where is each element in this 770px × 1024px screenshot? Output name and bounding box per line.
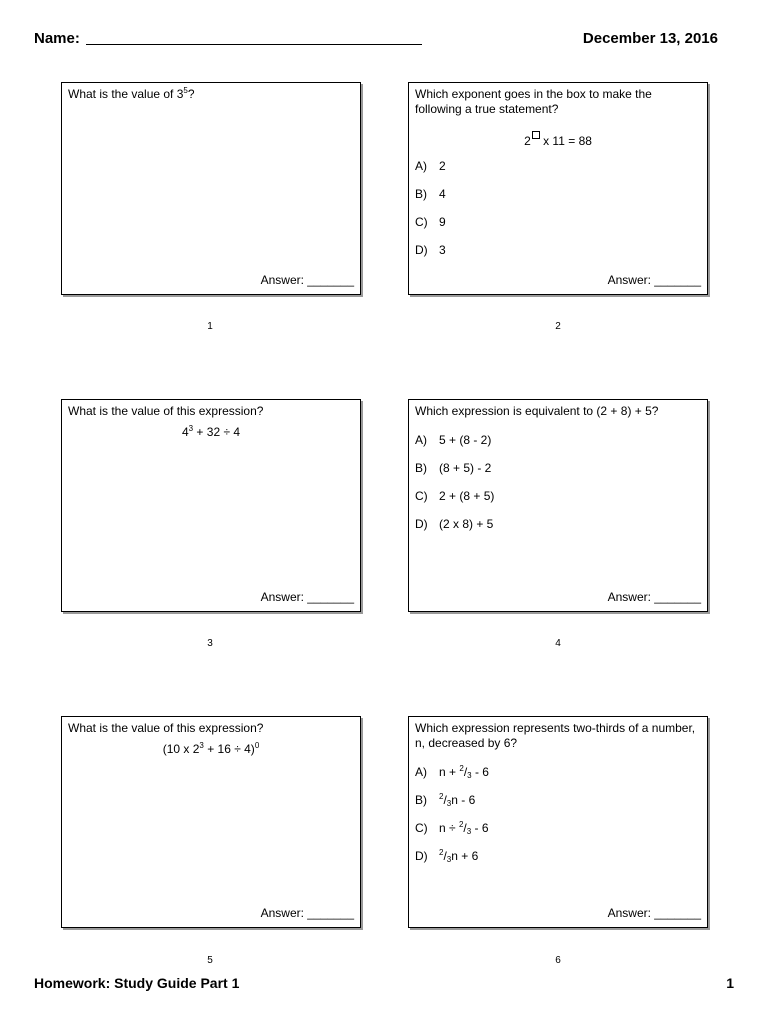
answer-blank: Answer: _______ [260, 273, 354, 287]
option-a: A) 5 + (8 - 2) [415, 433, 492, 447]
name-blank-line [86, 44, 422, 45]
question-text: Which exponent goes in the box to make the following a true statement? [415, 87, 652, 116]
option-d: D) (2 x 8) + 5 [415, 517, 494, 531]
question-expression: (10 x $2^3 + 16 \div 4)^0$ [162, 741, 260, 756]
question-card-4 [408, 399, 708, 612]
question-card-2 [408, 82, 708, 295]
question-expression: 2 x 11 = 88 [409, 131, 707, 149]
question-text: What is the value of this expression? [68, 404, 264, 418]
question-number: 4 [555, 638, 561, 649]
question-card-6 [408, 716, 708, 928]
page-number: 1 [726, 975, 734, 991]
option-d: D) $^2/_3n + 6$ [415, 848, 479, 864]
question-number: 2 [555, 321, 561, 332]
footer-title: Homework: Study Guide Part 1 [34, 975, 240, 991]
option-d: D) 3 [415, 243, 446, 257]
option-a: A) $n + ^2/_3 - 6$ [415, 764, 489, 780]
option-c: C) 2 + (8 + 5) [415, 489, 495, 503]
answer-blank: Answer: _______ [607, 906, 701, 920]
option-a: A) 2 [415, 159, 446, 173]
question-number: 5 [207, 955, 213, 966]
document-date: December 13, 2016 [582, 30, 718, 47]
answer-blank: Answer: _______ [607, 273, 701, 287]
question-text: What is the value of $3^5$? [68, 86, 195, 101]
question-expression: $4^3 + 32 \div 4$ [181, 424, 241, 439]
option-c: C) $n \div ^2/_3 - 6$ [415, 820, 489, 836]
option-c: C) 9 [415, 215, 446, 229]
option-b: B) (8 + 5) - 2 [415, 461, 492, 475]
question-number: 6 [555, 955, 561, 966]
answer-box-icon [532, 131, 540, 139]
question-card-3 [61, 399, 361, 612]
question-card-5 [61, 716, 361, 928]
question-number: 1 [207, 321, 213, 332]
name-label: Name: [34, 30, 80, 47]
question-text: What is the value of this expression? [68, 721, 264, 735]
answer-blank: Answer: _______ [260, 906, 354, 920]
option-b: B) $^2/_3n - 6$ [415, 792, 476, 808]
question-number: 3 [207, 638, 213, 649]
question-text: Which expression is equivalent to (2 + 8) + 5? [415, 404, 659, 418]
answer-blank: Answer: _______ [260, 590, 354, 604]
answer-blank: Answer: _______ [607, 590, 701, 604]
question-text: Which expression represents two-thirds of a number, n, decreased by 6? [415, 721, 696, 750]
option-b: B) 4 [415, 187, 446, 201]
question-card-1 [61, 82, 361, 295]
